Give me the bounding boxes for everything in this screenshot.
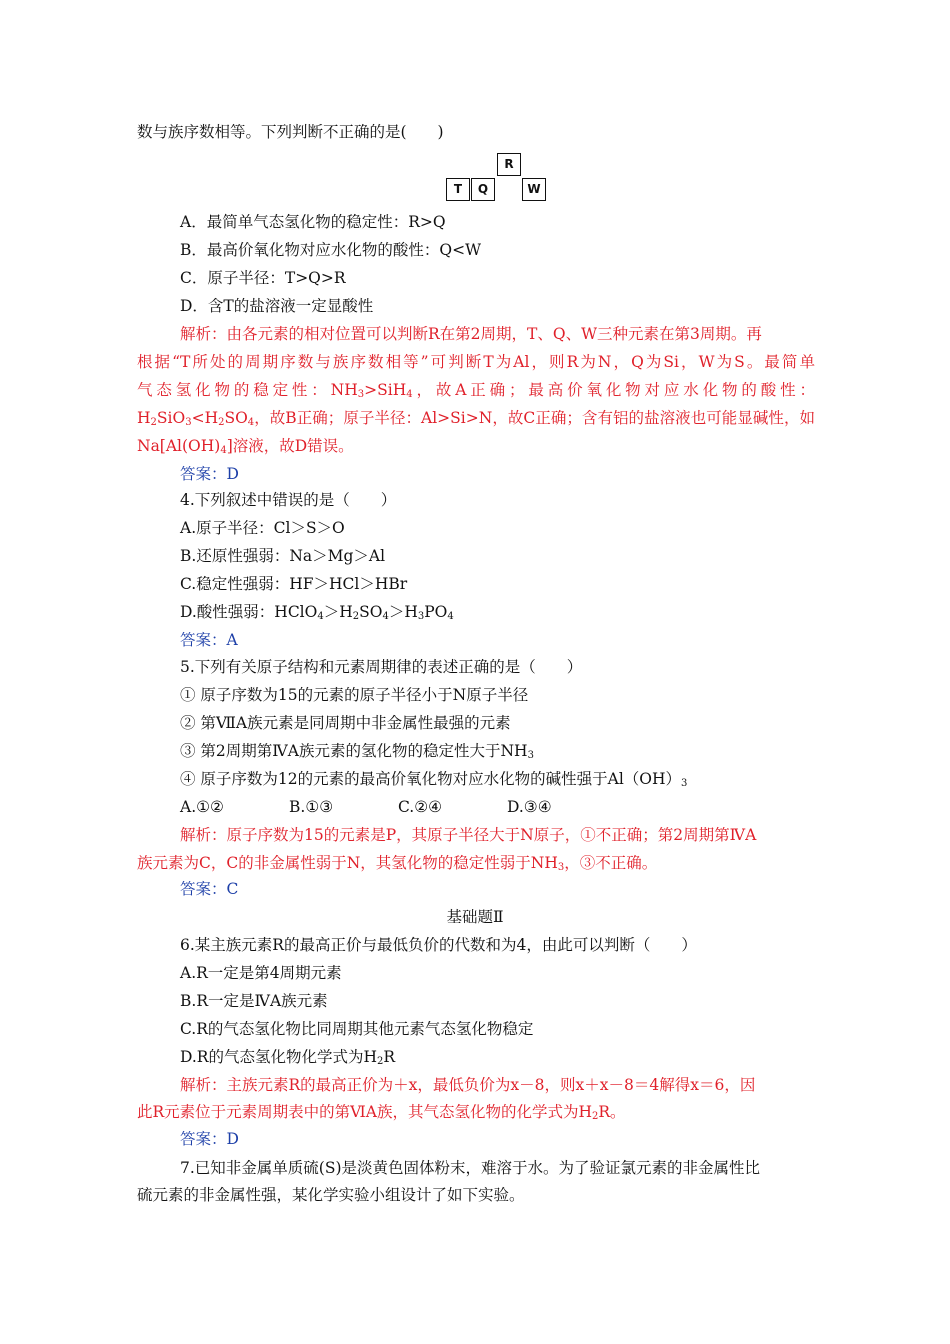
- question-5-analysis-line-2: 族元素为C，C的非金属性弱于N，其氢化物的稳定性弱于$NH_3$，③不正确。: [137, 854, 658, 873]
- question-4-stem: 4.下列叙述中错误的是（ ）: [180, 491, 397, 509]
- question-5-analysis-line-1: 解析：原子序数为15的元素是P，其原子半径大于N原子，①不正确；第2周期第ⅣA: [180, 826, 757, 844]
- question-3-option-b: B．最高价氧化物对应水化物的酸性：Q<W: [180, 241, 482, 259]
- question-5-options: [180, 797, 616, 817]
- question-3-option-a: A．最简单气态氢化物的稳定性：R>Q: [180, 213, 446, 231]
- question-6-analysis-line-2: 此R元素位于元素周期表中的第ⅥA族，其气态氢化物的化学式为$H_2R$。: [137, 1103, 626, 1122]
- question-7-stem-line-1: 7.已知非金属单质硫(S)是淡黄色固体粉末，难溶于水。为了验证氯元素的非金属性比: [180, 1159, 761, 1177]
- question-5-option-b: B.①③: [289, 798, 334, 816]
- question-4-option-b: B.还原性强弱：Na＞Mg＞Al: [180, 547, 386, 565]
- question-5-option-d: D.③④: [507, 798, 552, 816]
- question-3-analysis-line-2: 根据“T所处的周期序数与族序数相等”可判断T为Al，则R为N，Q为Si，W为S。最简单: [137, 353, 815, 371]
- question-3-option-d: D．含T的盐溶液一定显酸性: [180, 297, 374, 315]
- question-5-item-2: ② 第ⅦA族元素是同周期中非金属性最强的元素: [180, 714, 511, 732]
- question-5-option-a: A.①②: [180, 798, 224, 816]
- question-5-option-c: C.②④: [398, 798, 443, 816]
- question-3-analysis-line-1: 解析：由各元素的相对位置可以判断R在第2周期，T、Q、W三种元素在第3周期。再: [180, 325, 762, 343]
- question-5-answer: 答案：C: [180, 880, 239, 898]
- question-4-option-c: C.稳定性强弱：HF＞HCl＞HBr: [180, 575, 408, 593]
- section-title: 基础题Ⅱ: [446, 908, 504, 926]
- question-6-option-a: A.R一定是第4周期元素: [180, 964, 342, 982]
- question-3-stem-tail: 数与族序数相等。下列判断不正确的是( ): [137, 123, 444, 141]
- question-6-analysis-line-1: 解析：主族元素R的最高正价为＋x，最低负价为x－8，则x＋x－8＝4解得x＝6，因: [180, 1076, 756, 1094]
- cell-t: T: [446, 178, 470, 201]
- question-5-stem: 5.下列有关原子结构和元素周期律的表述正确的是（ ）: [180, 658, 583, 676]
- question-4-answer: 答案：A: [180, 631, 238, 649]
- analysis-label: 解析：: [180, 325, 227, 343]
- question-4-option-a: A.原子半径：Cl＞S＞O: [180, 519, 345, 537]
- question-7-stem-line-2: 硫元素的非金属性强，某化学实验小组设计了如下实验。: [137, 1186, 525, 1204]
- question-4-option-d: D.酸性强弱：$HClO_4>H_2SO_4>H_3PO_4$: [180, 603, 454, 622]
- question-6-option-d: D.R的气态氢化物化学式为$H_2R$: [180, 1048, 396, 1067]
- question-6-option-c: C.R的气态氢化物比同周期其他元素气态氢化物稳定: [180, 1020, 534, 1038]
- question-5-item-4: ④ 原子序数为12的元素的最高价氧化物对应水化物的碱性强于$Al(OH)_3$: [180, 770, 688, 789]
- cell-r: R: [497, 153, 521, 176]
- cell-w: W: [522, 178, 546, 201]
- question-3-option-c: C．原子半径：T>Q>R: [180, 269, 346, 287]
- question-5-item-3: ③ 第2周期第ⅣA族元素的氢化物的稳定性大于$NH_3$: [180, 742, 534, 761]
- question-3-analysis-line-3: 气态氢化物的稳定性：$NH_3>SiH_4$，故A正确；最高价氧化物对应水化物的酸性：: [137, 381, 815, 400]
- question-3-analysis-line-4: $H_2SiO_3<H_2SO_4$，故B正确；原子半径：Al>Si>N，故C正确；含有铝的盐溶液也可能显碱性，如: [137, 409, 815, 428]
- question-6-answer: 答案：D: [180, 1130, 239, 1148]
- question-6-option-b: B.R一定是ⅣA族元素: [180, 992, 328, 1010]
- question-6-stem: 6.某主族元素R的最高正价与最低负价的代数和为4，由此可以判断（ ）: [180, 936, 697, 954]
- cell-q: Q: [471, 178, 495, 201]
- question-3-answer: 答案：D: [180, 465, 239, 483]
- question-5-item-1: ① 原子序数为15的元素的原子半径小于N原子半径: [180, 686, 529, 704]
- question-3-analysis-line-5: $Na[Al(OH)_4]$溶液，故D错误。: [137, 437, 354, 456]
